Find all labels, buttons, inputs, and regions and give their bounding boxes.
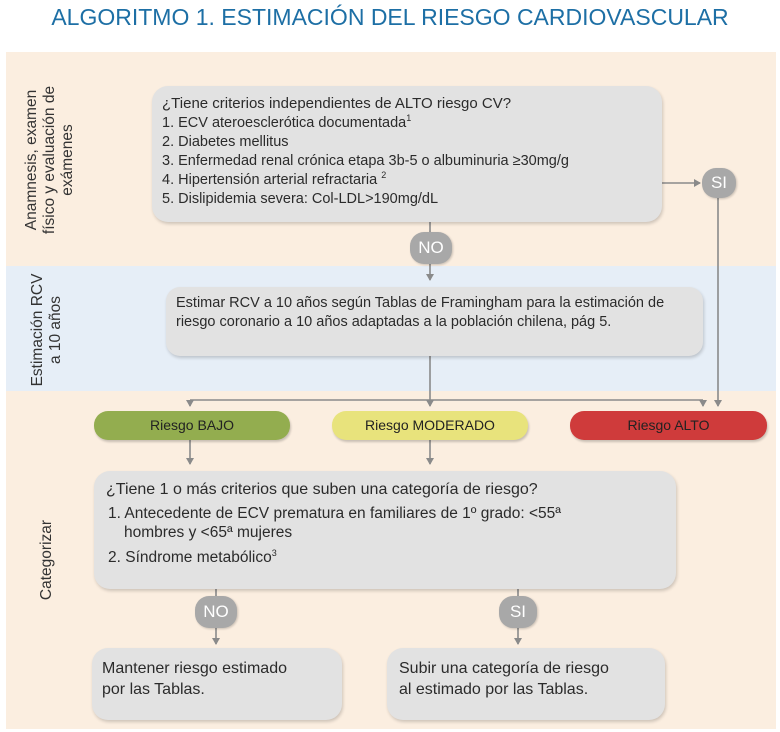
risk-high-pill: Riesgo ALTO	[570, 411, 767, 440]
upgrade-criteria-box	[94, 471, 676, 589]
keep-risk-box	[92, 648, 342, 720]
keep-line-1: Mantener riesgo estimado	[102, 660, 287, 677]
risk-moderate-pill: Riesgo MODERADO	[332, 411, 528, 440]
criteria-question: ¿Tiene criterios independientes de ALTO riesgo CV?	[162, 95, 512, 112]
high-risk-criteria-box	[152, 86, 662, 222]
section-label-estimation: Estimación RCV a 10 años	[29, 273, 64, 387]
criteria-item-4: 4. Hipertensión arterial refractaria $^2$	[162, 170, 387, 188]
section-label-categorize: Categorizar	[38, 519, 55, 601]
estimate-line-1: Estimar RCV a 10 años según Tablas de Framingham para la estimación de	[176, 295, 665, 311]
no-pill-criteria: NO	[410, 232, 452, 264]
framingham-estimate-box	[166, 287, 703, 356]
criteria-item-3: 3. Enfermedad renal crónica etapa 3b-5 o albuminuria ≥30mg/g	[162, 153, 569, 169]
criteria-item-5: 5. Dislipidemia severa: Col-LDL>190mg/dL	[162, 191, 439, 207]
yes-pill-criteria: SI	[702, 168, 736, 198]
keep-line-2: por las Tablas.	[102, 681, 205, 698]
raise-line-1: Subir una categoría de riesgo	[399, 660, 609, 677]
risk-low-pill: Riesgo BAJO	[94, 411, 290, 440]
raise-risk-box	[387, 648, 665, 720]
section-label-anamnesis: Anamnesis, examen físico y evaluación de exámenes	[23, 85, 76, 235]
yes-pill-upgrade: SI	[499, 596, 537, 628]
upgrade-item-2: 2. Síndrome metabólico$^3$	[108, 547, 277, 566]
criteria-item-2: 2. Diabetes mellitus	[162, 134, 289, 150]
upgrade-question: ¿Tiene 1 o más criterios que suben una categoría de riesgo?	[106, 481, 538, 498]
no-pill-upgrade: NO	[195, 596, 237, 628]
estimate-line-2: riesgo coronario a 10 años adaptadas a la población chilena, pág 5.	[176, 314, 612, 330]
criteria-item-1: 1. ECV ateroesclerótica documentada$^1$	[162, 113, 412, 131]
raise-line-2: al estimado por las Tablas.	[399, 681, 589, 698]
upgrade-item-1: 1. Antecedente de ECV prematura en familiares de 1º grado: <55ª hombres y <65ª mujeres	[108, 505, 561, 541]
page-title: ALGORITMO 1. ESTIMACIÓN DEL RIESGO CARDIOVASCULAR	[51, 4, 729, 30]
